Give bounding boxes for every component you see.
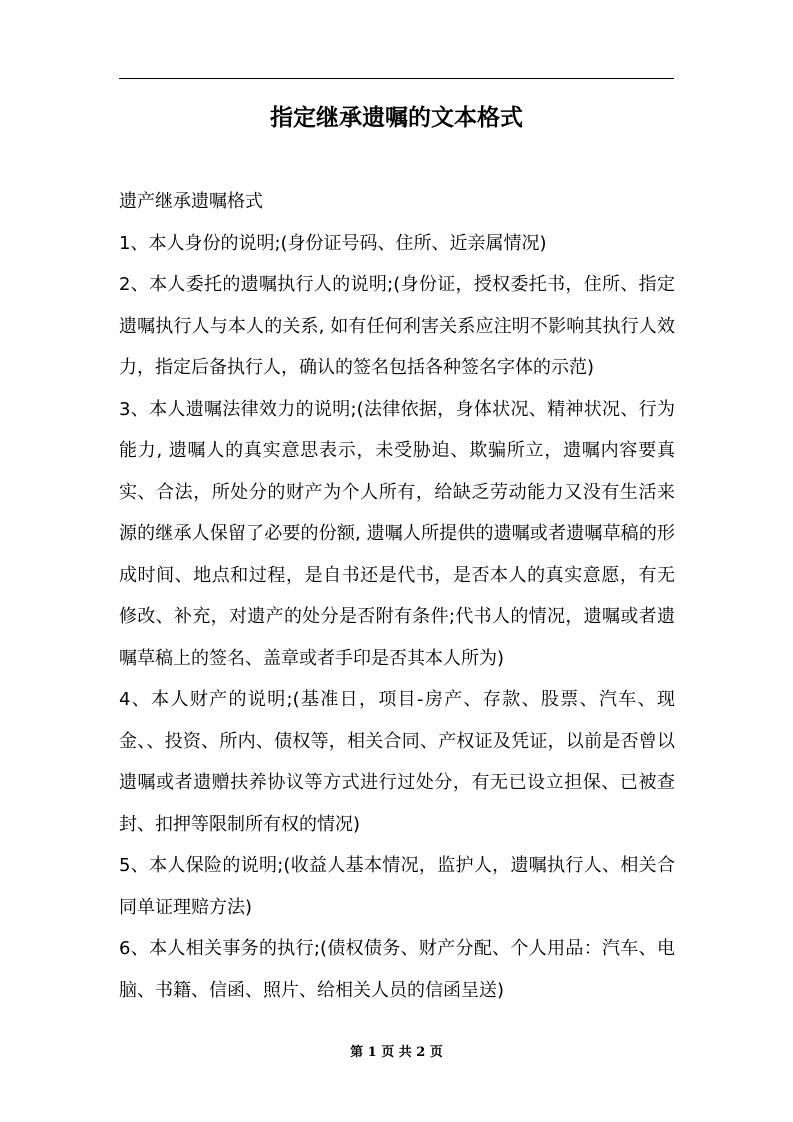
paragraph-item-5: 5、本人保险的说明;(收益人基本情况，监护人，遗嘱执行人、相关合同单证理赔方法) — [119, 855, 675, 918]
paragraph-item-6: 6、本人相关事务的执行;(债权债务、财产分配、个人用品：汽车、电脑、书籍、信函、照片、给相关人员的信函呈送) — [119, 938, 675, 1001]
paragraph-item-1: 1、本人身份的说明;(身份证号码、住所、近亲属情况) — [119, 232, 547, 254]
document-title: 指定继承遗嘱的文本格式 — [270, 105, 523, 131]
paragraph-heading: 遗产继承遗嘱格式 — [119, 191, 263, 212]
page-number-footer: 第 1 页 共 2 页 — [350, 1045, 443, 1060]
document-body — [119, 181, 675, 1011]
paragraph-item-3: 3、本人遗嘱法律效力的说明;(法律依据，身体状况、精神状况、行为能力, 遗嘱人的真实意思表示，未受胁迫、欺骗所立，遗嘱内容要真实、合法，所处分的财产为个人所有，给缺乏劳动能力又没有生活来源的继承人保留了必要的份额, 遗嘱人所提供的遗嘱或者遗嘱草稿的形成时间、地点和过程，是自书还是代书，是否本人的真实意愿，有无修改、补充，对遗产的处分是否附有条件;代书人的情况，遗嘱或者遗嘱草稿上的签名、盖章或者手印是否其本人所为) — [119, 398, 675, 669]
paragraph-item-2: 2、本人委托的遗嘱执行人的说明;(身份证，授权委托书，住所、指定遗嘱执行人与本人的关系, 如有任何利害关系应注明不影响其执行人效力，指定后备执行人，确认的签名包括各种签名字体的示范) — [119, 274, 675, 378]
paragraph-item-4: 4、本人财产的说明;(基准日，项目-房产、存款、股票、汽车、现金、、投资、所内、债权等，相关合同、产权证及凭证，以前是否曾以遗嘱或者遗赠扶养协议等方式进行过处分，有无已设立担保、已被查封、扣押等限制所有权的情况) — [119, 689, 675, 835]
header-rule — [119, 78, 674, 79]
